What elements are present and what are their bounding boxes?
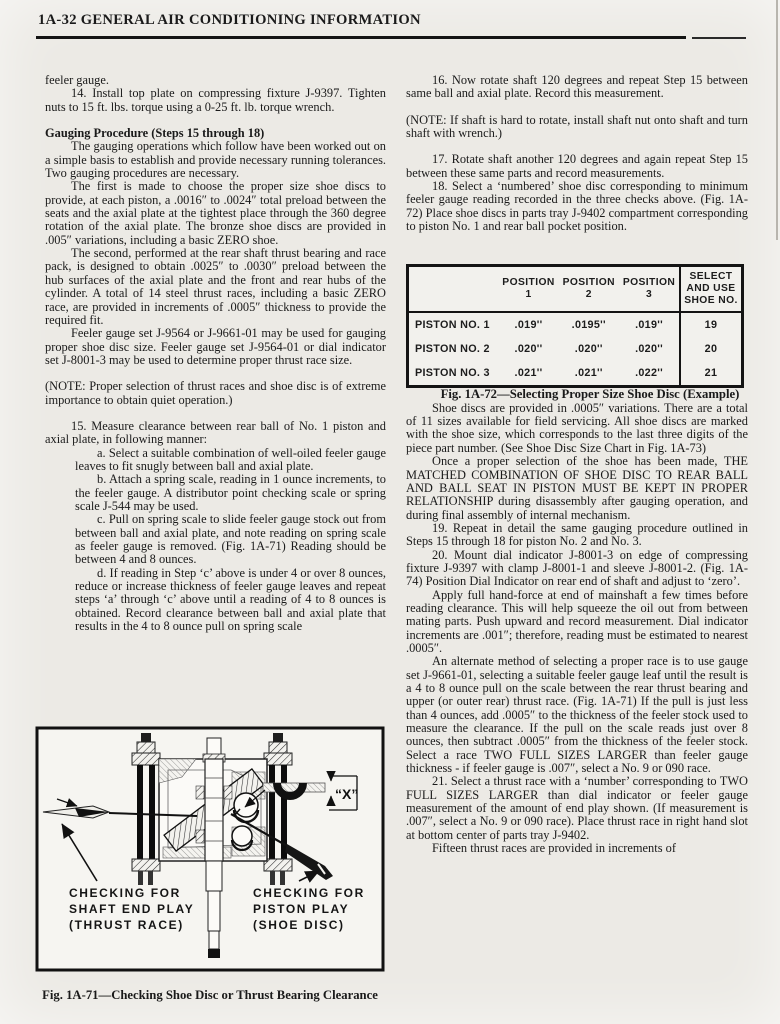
left-label-line1: CHECKING FOR — [69, 886, 181, 900]
figure-label-left — [69, 886, 194, 932]
figure-1a71 — [35, 726, 385, 972]
para-step-16: 16. Now rotate shaft 120 degrees and repeat Step 15 between same ball and axial plate. Record this measurement. — [406, 73, 748, 101]
table-header-position-3: POSITION 3 — [619, 266, 680, 313]
row-label: PISTON NO. 1 — [415, 318, 490, 331]
para-feeler-gauge-continuation: feeler gauge. — [45, 73, 109, 87]
para-apply-hand-force: Apply full hand-force at end of mainshaft a few times before reading clearance. This will help squeeze the oil out from between mating parts. Push upward and record measurement. Dial indicator increments are .001″; therefore, reading must be estimated to nearest .0005″. — [406, 587, 748, 655]
cell-p1-pos3: .019'' — [635, 318, 664, 331]
para-gauging-intro: The gauging operations which follow have been worked out on a simple basis to establish and provide necessary running tolerances. Two gauging procedures are necessary. — [45, 139, 386, 181]
cell-p3-pos3: .022'' — [635, 366, 664, 379]
note-thrust-race-selection: (NOTE: Proper selection of thrust races and shoe disc is of extreme importance to obtain quiet operation.) — [45, 379, 386, 407]
table-header-shoe-no: SELECT AND USE SHOE NO. — [680, 266, 743, 313]
row-label: PISTON NO. 2 — [415, 342, 490, 355]
note-shaft-hard-to-rotate: (NOTE: If shaft is hard to rotate, install shaft nut onto shaft and turn shaft with wrench.) — [406, 112, 748, 141]
table-header-blank — [408, 266, 499, 313]
cell-p2-shoe: 20 — [680, 337, 743, 361]
cell-p2-pos3: .020'' — [635, 342, 664, 355]
para-fifteen-thrust-races: Fifteen thrust races are provided in increments of — [432, 841, 676, 856]
cell-p1-pos1: .019'' — [514, 318, 543, 331]
table-row-piston-1 — [408, 312, 743, 337]
para-step-14: 14. Install top plate on compressing fixture J-9397. Tighten nuts to 15 ft. lbs. torque using a 0-25 ft. lb. torque wrench. — [45, 86, 386, 114]
left-label-line2: SHAFT END PLAY — [69, 902, 195, 916]
para-second-procedure: The second, performed at the rear shaft thrust bearing and race pack, is designed to obtain .0025″ to .0030″ preload between the hub surfaces of the axial plate and the front and rear hubs of the cylinder. A total of 14 steel thrust races, including a basic ZERO race, are provided in increments of .0005″ thickness to provide the required fit. — [45, 246, 386, 327]
para-feeler-gauge-sets: Feeler gauge set J-9564 or J-9661-01 may be used for gauging proper shoe disc size. Feeler gauge set J-9564-01 or dial indicator set J-8001-3 may be used to determine proper thrust race size. — [45, 326, 386, 367]
cell-p2-pos2: .020'' — [574, 342, 603, 355]
para-step-15d: d. If reading in Step ‘c’ above is under 4 or over 8 ounces, reduce or increase thickness of feeler gauge leaves and repeat steps ‘a’ through ‘c’ above until a reading of 4 to 8 ounces is obtained. Record clearance between ball and axial plate that results in the 4 to 8 ounce pull on spring scale — [75, 565, 386, 634]
figure-1a71-caption: Fig. 1A-71—Checking Shoe Disc or Thrust Bearing Clearance — [42, 988, 378, 1002]
x-dimension-label: “X” — [335, 786, 359, 802]
table-header-position-2: POSITION 2 — [558, 266, 619, 313]
para-step-19: 19. Repeat in detail the same gauging procedure outlined in Steps 15 through 18 for piston No. 2 and No. 3. — [406, 520, 748, 549]
header-rule — [36, 36, 686, 39]
para-shoe-disc-variations: Shoe discs are provided in .0005″ variations. There are a total of 11 sizes available for field servicing. All shoe discs are marked with the shoe size, which corresponds to the last three digits of the piece part number. (See Shoe Disc Size Chart in Fig. 1A-73) — [406, 400, 748, 455]
compressor-illustration — [35, 726, 385, 972]
para-step-15b: b. Attach a spring scale, reading in 1 ounce increments, to the feeler gauge. A distributor point checking scale or spring scale J-544 may be used. — [75, 472, 386, 513]
shoe-disc-table-wrap — [406, 264, 748, 388]
left-label-line3: (THRUST RACE) — [69, 918, 184, 932]
cell-p3-pos2: .021'' — [574, 366, 603, 379]
para-step-15a: a. Select a suitable combination of well-oiled feeler gauge leaves to fit snugly between ball and axial plate. — [75, 445, 386, 473]
para-alternate-method: An alternate method of selecting a proper race is to use gauge set J-9661-01, selecting a suitable feeler gauge leaf until the result is a 4 to 8 ounce pull on the scale between the rear thrust bearing and upper (or outer rear) thrust race. (Fig. 1A-71) If the pull is just less than 4 ounces, add .0005″ to the thickness of the feeler stock used to measure the clearance. If the pull on the scale reads just over 8 ounces, then subtract .0005″ from the thickness of the feeler stock. Select a race TWO FULL SIZES LARGER than feeler gauge thickness - if feeler gauge is .007″, select a No. 9 or 090 race. — [406, 654, 748, 776]
section-heading-gauging-procedure: Gauging Procedure (Steps 15 through 18) — [45, 126, 265, 141]
para-step-20: 20. Mount dial indicator J-8001-3 on edge of compressing fixture J-9397 with clamp J-8001-1 and sleeve J-8001-2. (Fig. 1A-74) Position Dial Indicator on rear end of shaft and adjust to ‘zero’. — [406, 547, 748, 589]
cell-p1-pos2: .0195'' — [571, 318, 606, 331]
cell-p1-shoe: 19 — [680, 312, 743, 337]
table-header-position-1: POSITION 1 — [499, 266, 559, 313]
row-label: PISTON NO. 3 — [415, 366, 490, 379]
header-rule-segment — [692, 37, 746, 39]
para-step-15c: c. Pull on spring scale to slide feeler gauge stock out from between ball and axial plate, and note reading on spring scale as feeler gauge is removed. (Fig. 1A-71) Reading should be between 4 and 8 ounces. — [75, 512, 386, 567]
right-label-line1: CHECKING FOR — [253, 886, 365, 900]
para-step-15: 15. Measure clearance between rear ball of No. 1 piston and axial plate, in following manner: — [45, 418, 386, 447]
cell-p3-pos1: .021'' — [514, 366, 543, 379]
shoe-disc-table — [406, 264, 744, 388]
cell-p3-shoe: 21 — [680, 361, 743, 387]
table-row-piston-3 — [408, 361, 743, 387]
page-header-title: 1A-32 GENERAL AIR CONDITIONING INFORMATION — [38, 12, 421, 28]
para-step-18: 18. Select a ‘numbered’ shoe disc corresponding to minimum feeler gauge reading recorded in the three checks above. (Fig. 1A-72) Place shoe discs in parts tray J-9402 compartment corresponding to piston No. 1 and rear ball pocket position. — [406, 179, 748, 234]
table-header-row — [408, 266, 743, 313]
table-row-piston-2 — [408, 337, 743, 361]
para-step-21: 21. Select a thrust race with a ‘number’ corresponding to TWO FULL SIZES LARGER than dial indicator or feeler gauge measurement of the amount of end play shown. (If measurement is .007″, select a No. 9 or 090 race). Place thrust race in right hand slot at bottom center of parts tray J-9402. — [406, 774, 748, 842]
left-column — [45, 74, 386, 633]
para-matched-combination: Once a proper selection of the shoe has been made, THE MATCHED COMBINATION OF SHOE DISC TO REAR BALL AND BALL SEAT IN PISTON MUST BE KEPT IN PROPER RELATIONSHIP during disassembly after gauging operation, and during final assembly of internal mechanism. — [406, 454, 748, 522]
figure-1a72-caption: Fig. 1A-72—Selecting Proper Size Shoe Disc (Example) — [440, 387, 740, 402]
right-label-line2: PISTON PLAY — [253, 902, 350, 916]
para-first-procedure: The first is made to choose the proper size shoe discs to provide, at each piston, a .0016″ to .0024″ total preload between the seats and the axial plate at the tightest place through the 360 degree rotation of the axial plate. The bronze shoe discs are provided in .005″ variations, including a basic ZERO shoe. — [45, 179, 386, 247]
para-step-17: 17. Rotate shaft another 120 degrees and again repeat Step 15 between these same parts and record measurements. — [406, 152, 748, 180]
right-column — [406, 74, 748, 855]
scan-edge-artifact — [776, 0, 778, 240]
right-label-line3: (SHOE DISC) — [253, 918, 345, 932]
cell-p2-pos1: .020'' — [514, 342, 543, 355]
